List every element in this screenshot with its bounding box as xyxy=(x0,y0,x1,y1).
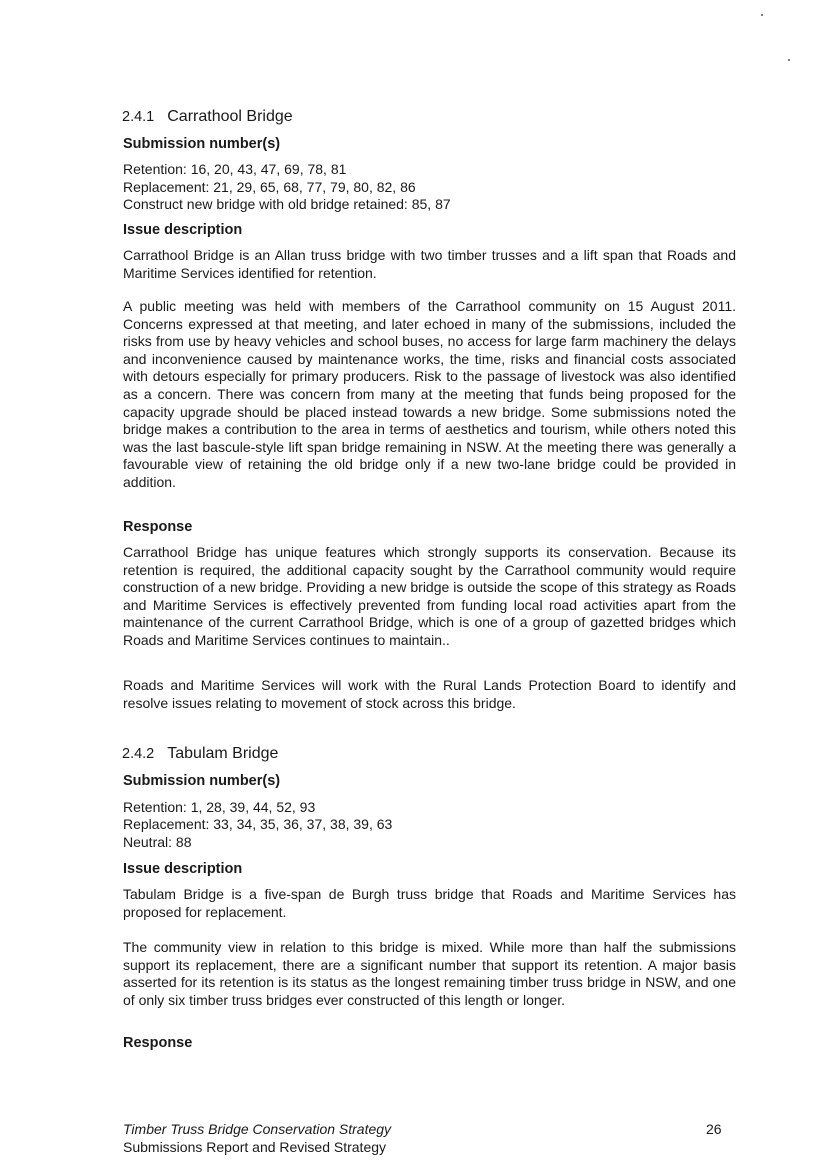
issue-paragraph: Tabulam Bridge is a five-span de Burgh truss bridge that Roads and Maritime Services has proposed for replacement. xyxy=(123,886,736,920)
section-title: Carrathool Bridge xyxy=(167,108,293,125)
response-paragraph: Carrathool Bridge has unique features which strongly supports its conservation. Because its retention is required, the additional capacity sought by the Carrathool community would require construction of a new bridge. Providing a new bridge is outside the scope of this strategy as Roads and Maritime Services is effectively prevented from funding local road activities apart from the maintenance of the current Carrathool Bridge, which is one of a group of gazetted bridges which Roads and Maritime Services continues to maintain.. xyxy=(123,544,736,648)
submission-line: Replacement: 33, 34, 35, 36, 37, 38, 39, 63 xyxy=(123,816,393,832)
issue-heading: Issue description xyxy=(123,861,243,877)
scan-mark xyxy=(761,14,763,16)
section-heading xyxy=(122,745,278,763)
footer-title: Timber Truss Bridge Conservation Strategy xyxy=(123,1121,392,1137)
section-title: Tabulam Bridge xyxy=(167,745,279,762)
response-heading: Response xyxy=(123,1035,193,1051)
issue-paragraph: A public meeting was held with members of the Carrathool community on 15 August 2011. Concerns expressed at that meeting, and later echoed in many of the submissions, included the risks from use by heavy vehicles and school buses, no access for large farm machinery the delays and inconvenience caused by maintenance works, the time, risks and financial costs associated with detours especially for primary producers. Risk to the passage of livestock was also identified as a concern. There was concern from many at the meeting that funds being proposed for the capacity upgrade should be placed instead towards a new bridge. Some submissions noted the bridge makes a contribution to the area in terms of aesthetics and tourism, while others noted this was the last bascule-style lift span bridge remaining in NSW. At the meeting there was generally a favourable view of retaining the old bridge only if a new two-lane bridge could be provided in addition. xyxy=(123,298,736,490)
section-number: 2.4.2 xyxy=(122,746,155,762)
section-heading xyxy=(122,108,293,126)
page-number: 26 xyxy=(706,1121,722,1137)
issue-heading: Issue description xyxy=(123,222,243,238)
section-number: 2.4.1 xyxy=(122,109,155,125)
issue-paragraph: Carrathool Bridge is an Allan truss bridge with two timber trusses and a lift span that Roads and Maritime Services identified for retention. xyxy=(123,247,736,281)
submission-heading: Submission number(s) xyxy=(123,136,281,152)
submission-heading: Submission number(s) xyxy=(123,773,281,789)
submission-line: Retention: 16, 20, 43, 47, 69, 78, 81 xyxy=(123,161,347,177)
issue-paragraph: The community view in relation to this bridge is mixed. While more than half the submissions support its replacement, there are a significant number that support its retention. A major basis asserted for its retention is its status as the longest remaining timber truss bridge in NSW, and one of only six timber truss bridges ever constructed of this length or longer. xyxy=(123,939,736,1008)
response-heading: Response xyxy=(123,519,193,535)
submission-line: Retention: 1, 28, 39, 44, 52, 93 xyxy=(123,799,316,815)
response-paragraph: Roads and Maritime Services will work with the Rural Lands Protection Board to identify and resolve issues relating to movement of stock across this bridge. xyxy=(123,677,736,711)
scan-mark xyxy=(788,59,790,61)
submission-line: Neutral: 88 xyxy=(123,834,192,850)
footer-subtitle: Submissions Report and Revised Strategy xyxy=(123,1139,387,1155)
submission-line: Construct new bridge with old bridge retained: 85, 87 xyxy=(123,196,451,212)
submission-line: Replacement: 21, 29, 65, 68, 77, 79, 80, 82, 86 xyxy=(123,179,416,195)
